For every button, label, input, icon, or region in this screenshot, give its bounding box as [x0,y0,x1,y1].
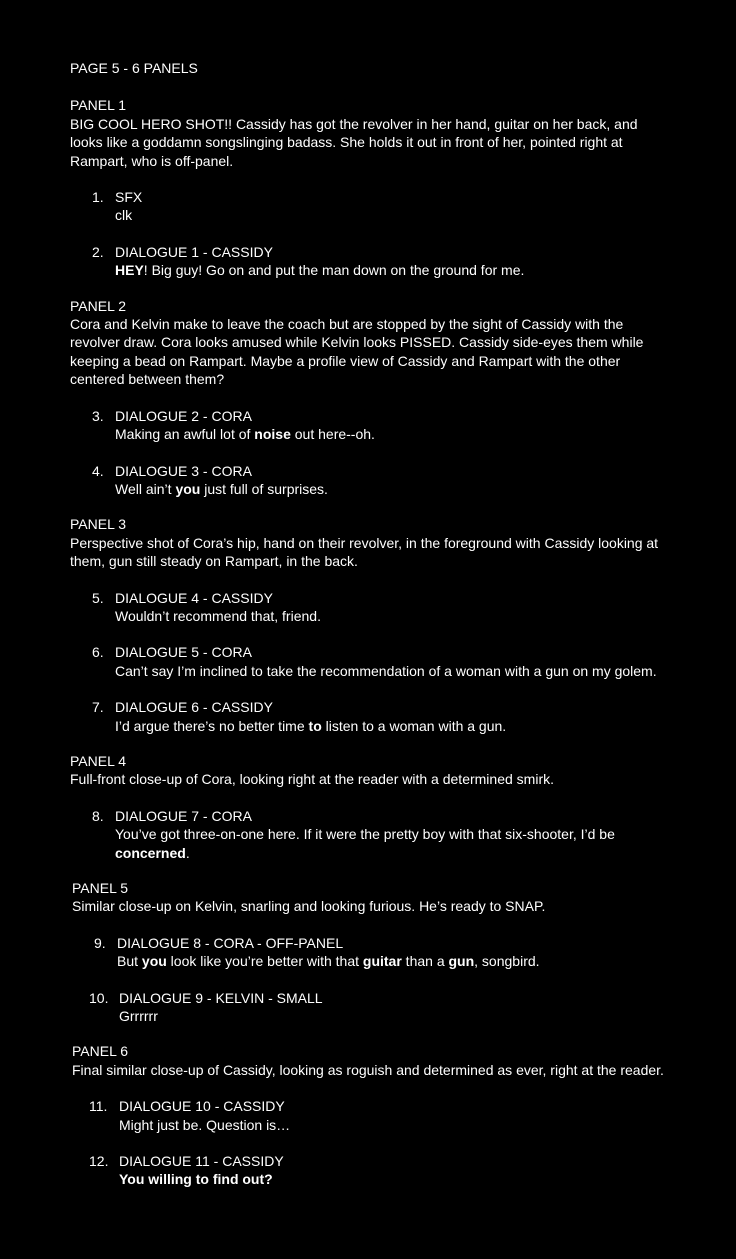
panel-description: Perspective shot of Cora’s hip, hand on their revolver, in the foreground with Cassidy looking at them, gun still steady on Rampart, in the back. [70,534,659,570]
text-run: Can’t say I’m inclined to take the recommendation of a woman with a gun on my golem. [115,662,657,679]
item-label: DIALOGUE 7 - CORA [115,807,252,824]
lettering-item [70,243,666,280]
panel-6 [72,1042,666,1188]
item-label: DIALOGUE 2 - CORA [115,407,252,424]
panel-heading: PANEL 5 [72,880,129,896]
text-run: clk [115,207,133,224]
lettering-item [72,934,666,971]
text-run: out here--oh. [290,426,375,443]
lettering-item [70,643,666,680]
item-text [115,425,666,443]
panel-description: BIG COOL HERO SHOT!! Cassidy has got the revolver in her hand, guitar on her back, and looks like a goddamn songslinging badass. She holds it out in front of her, pointed right at Rampart, who is off-panel. [70,115,638,169]
panel-5 [72,879,666,1025]
text-run: look like you’re better with that [166,953,363,970]
bold-text-run: guitar [362,953,402,970]
lettering-item [72,1152,666,1189]
panel-description: Similar close-up on Kelvin, snarling and looking furious. He’s ready to SNAP. [72,898,546,915]
lettering-item [70,589,666,626]
lettering-item [72,1097,666,1134]
item-label: DIALOGUE 10 - CASSIDY [119,1098,285,1115]
panel-3 [70,515,666,735]
item-label: DIALOGUE 3 - CORA [115,462,252,479]
item-number: 4. [92,462,104,479]
bold-text-run: gun [448,953,475,970]
text-run: Well ain’t [115,480,176,497]
item-label: DIALOGUE 6 - CASSIDY [115,699,273,716]
bold-text-run: noise [254,426,291,443]
lettering-list [70,589,666,735]
bold-text-run: you [175,480,201,497]
item-number: 9. [94,934,106,951]
lettering-item [70,698,666,735]
bold-text-run: HEY [115,262,144,279]
item-text [115,261,666,279]
item-number: 11. [89,1098,108,1115]
lettering-item [70,188,666,225]
text-run: Making an awful lot of [115,426,255,443]
panel-description: Final similar close-up of Cassidy, looking as roguish and determined as ever, right at the reader. [72,1061,664,1078]
item-label: DIALOGUE 4 - CASSIDY [115,589,273,606]
item-label: DIALOGUE 1 - CASSIDY [115,243,273,260]
text-run: But [117,953,142,970]
item-number: 5. [92,589,104,606]
panel-heading: PANEL 4 [70,752,127,769]
item-number: 3. [92,407,104,424]
panel-4 [70,752,666,862]
text-run: You’ve got three-on-one here. If it were the pretty boy with that six-shooter, I’d be [115,826,615,843]
lettering-list [70,407,666,499]
item-label: DIALOGUE 5 - CORA [115,644,252,661]
lettering-list [70,188,666,280]
lettering-item [72,989,666,1026]
panel-description: Cora and Kelvin make to leave the coach but are stopped by the sight of Cassidy with the revolver draw. Cora looks amused while Kelvin looks PISSED. Cassidy side-eyes them while keeping a bead on Rampart. Maybe a profile view of Cassidy and Rampart with the other centered between them? [70,316,644,388]
lettering-list [72,1097,666,1189]
item-text [115,717,666,735]
lettering-item [70,407,666,444]
bold-text-run: to [308,717,322,734]
item-text [115,662,666,680]
item-text [115,825,666,862]
item-number: 12. [89,1153,109,1170]
lettering-list [72,934,666,1026]
text-run: listen to a woman with a gun. [321,717,507,734]
item-number: 10. [89,989,109,1006]
text-run: , songbird. [474,953,540,970]
panel-2 [70,297,666,499]
item-text [115,480,666,498]
panel-heading: PANEL 2 [70,297,127,314]
text-run: just full of surprises. [200,480,328,497]
bold-text-run: concerned [115,844,186,861]
item-text [115,607,666,625]
text-run: Grrrrrr [119,1008,158,1025]
panel-heading: PANEL 6 [72,1043,129,1060]
lettering-item [70,807,666,862]
item-text [117,952,666,970]
item-label: DIALOGUE 11 - CASSIDY [119,1153,284,1170]
item-number: 8. [92,807,104,824]
text-run: I’d argue there’s no better time [115,717,309,734]
panel-1 [70,96,666,279]
item-text [119,1170,666,1188]
item-number: 7. [92,699,104,716]
bold-text-run: You willing to find out? [119,1171,273,1188]
panel-list [70,96,666,1188]
lettering-list [70,807,666,862]
item-text [119,1007,666,1025]
item-number: 6. [92,644,104,661]
text-run: ! Big guy! Go on and put the man down on the ground for me. [143,262,525,279]
item-label: DIALOGUE 8 - CORA - OFF-PANEL [117,934,344,951]
bold-text-run: you [141,953,167,970]
item-text [119,1116,666,1134]
text-run: . [185,844,190,861]
panel-heading: PANEL 3 [70,516,127,533]
text-run: than a [401,953,449,970]
text-run: Wouldn’t recommend that, friend. [115,607,321,624]
item-label: DIALOGUE 9 - KELVIN - SMALL [119,989,323,1006]
page-title: PAGE 5 - 6 PANELS [70,60,198,76]
text-run: Might just be. Question is… [119,1116,291,1133]
item-label: SFX [115,189,143,206]
item-number: 2. [92,243,104,260]
lettering-item [70,462,666,499]
panel-heading: PANEL 1 [70,97,127,114]
item-text [115,206,666,224]
item-number: 1. [92,189,104,206]
panel-description: Full-front close-up of Cora, looking right at the reader with a determined smirk. [70,771,554,788]
